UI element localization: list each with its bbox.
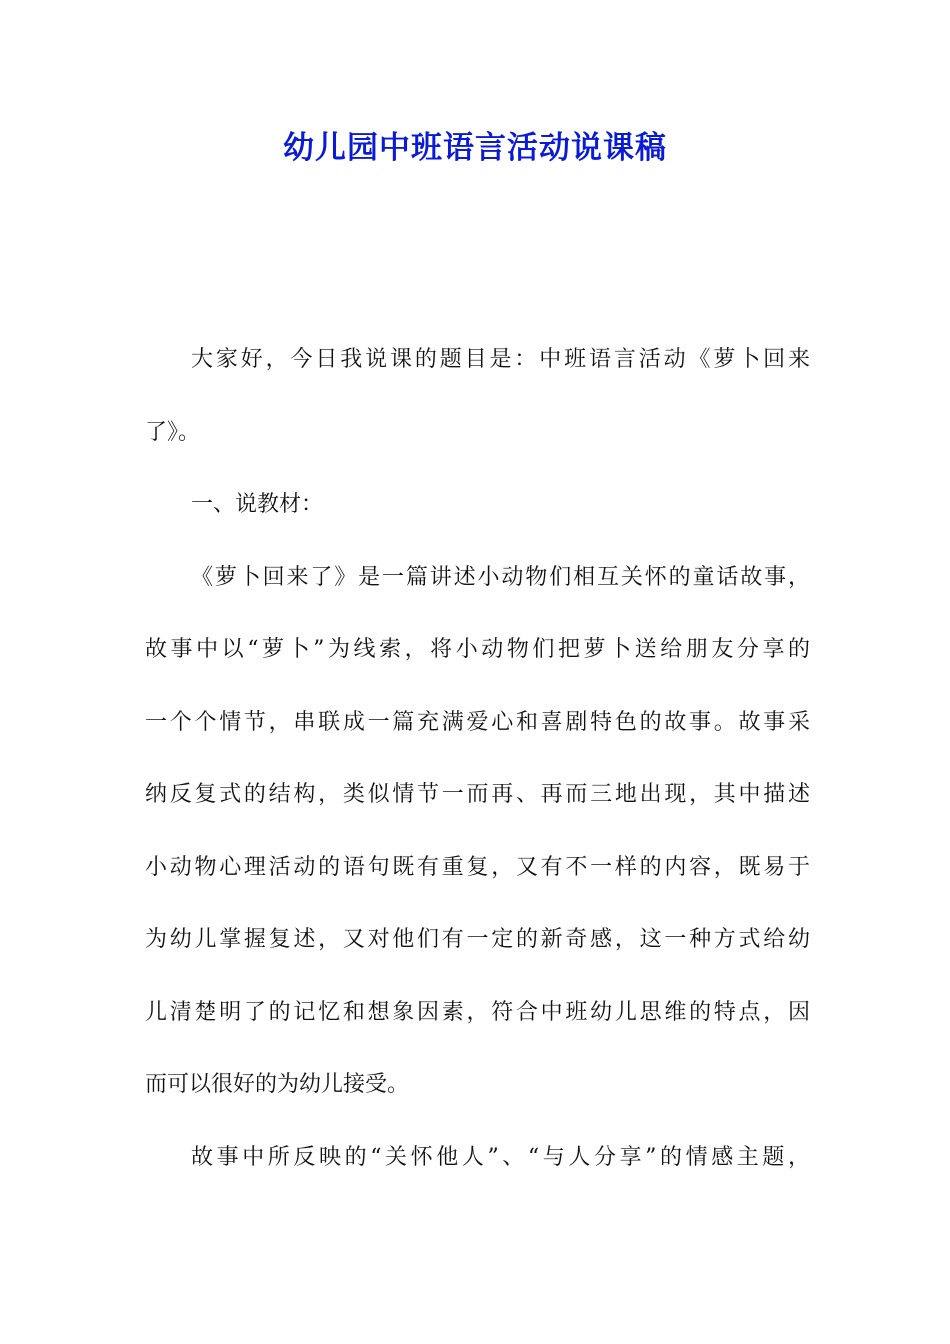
paragraph-line: 大家好，今日我说课的题目是：中班语言活动《萝卜回来	[191, 347, 810, 372]
section-heading: 一、说教材：	[191, 492, 324, 517]
paragraph-line: 而可以很好的为幼儿接受。	[145, 1072, 410, 1097]
paragraph-line: 儿清楚明了的记忆和想象因素，符合中班幼儿思维的特点，因	[145, 999, 810, 1025]
paragraph-line: 故事中以“萝卜”为线索，将小动物们把萝卜送给朋友分享的	[145, 637, 810, 662]
document-body	[145, 338, 810, 1208]
paragraph-line: 小动物心理活动的语句既有重复，又有不一样的内容，既易于	[145, 854, 810, 880]
paragraph-line: 为幼儿掌握复述，又对他们有一定的新奇感，这一种方式给幼	[145, 927, 810, 952]
document-title: 幼儿园中班语言活动说课稿	[283, 130, 667, 166]
paragraph-line: 了》。	[145, 419, 201, 445]
paragraph-line: 故事中所反映的“关怀他人”、“与人分享”的情感主题，	[191, 1144, 810, 1170]
paragraph-line: 《萝卜回来了》是一篇讲述小动物们相互关怀的童话故事，	[191, 564, 810, 590]
paragraph-line: 一个个情节，串联成一篇充满爱心和喜剧特色的故事。故事采	[145, 709, 810, 735]
paragraph-line: 纳反复式的结构，类似情节一而再、再而三地出现，其中描述	[145, 782, 810, 807]
